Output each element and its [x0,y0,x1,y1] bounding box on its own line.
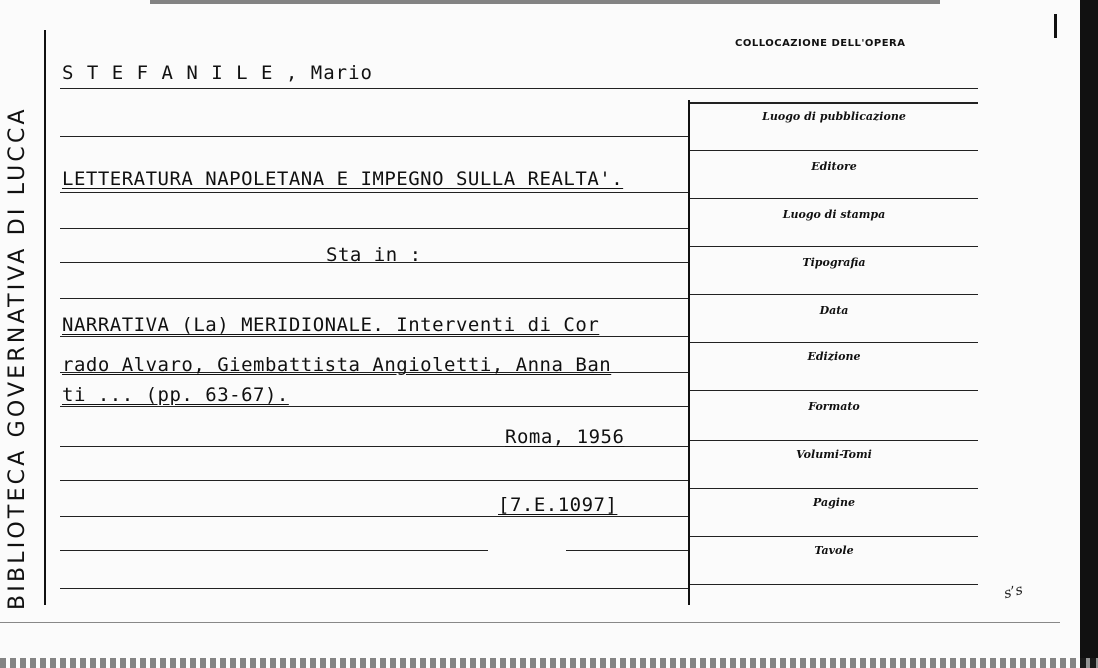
rule-line [60,136,688,137]
card-right-edge [1080,0,1098,668]
rule-line [60,88,978,89]
rule-line [60,480,688,481]
field-label-tipografia: Tipografia [802,256,866,269]
right-mark [1054,14,1057,38]
rule-line [60,516,688,517]
card-top-edge [150,0,940,4]
field-line [690,440,978,441]
collocation-header: COLLOCAZIONE DELL'OPERA [735,38,906,49]
shelfmark: [7.E.1097] [498,494,618,516]
rule-line [566,550,688,551]
field-line [690,102,978,104]
field-line [690,342,978,343]
field-line [690,390,978,391]
field-label-tavole: Tavole [814,544,854,557]
field-label-luogo-pubblicazione: Luogo di pubblicazione [762,110,906,123]
rule-line [60,406,688,407]
field-label-volumi-tomi: Volumi-Tomi [796,448,872,461]
field-label-edizione: Edizione [807,350,861,363]
column-divider [688,100,690,605]
rule-line [60,336,688,337]
field-label-data: Data [819,304,849,317]
field-line [690,584,978,585]
library-name: BIBLIOTECA GOVERNATIVA DI LUCCA [5,106,30,610]
field-line [690,198,978,199]
title-line: LETTERATURA NAPOLETANA E IMPEGNO SULLA REALTA'. [62,168,624,190]
field-label-pagine: Pagine [813,496,855,509]
field-line [690,294,978,295]
field-label-editore: Editore [811,160,857,173]
rule-line [60,192,688,193]
author-line: S T E F A N I L E , Mario [62,62,373,84]
source-line-1: NARRATIVA (La) MERIDIONALE. Interventi di Cor [62,314,600,336]
place-date: Roma, 1956 [505,426,625,448]
field-line [690,246,978,247]
source-line-2: rado Alvaro, Giembattista Angioletti, Anna Ban [62,354,612,376]
rule-line [60,298,688,299]
field-label-formato: Formato [808,400,860,413]
rule-line [60,228,688,229]
bottom-rule [0,622,1060,623]
field-label-luogo-stampa: Luogo di stampa [782,208,886,221]
sta-in-label: Sta in : [326,244,422,266]
source-line-3: ti ... (pp. 63-67). [62,384,289,406]
field-line [690,150,978,151]
left-margin-line [44,30,46,605]
field-line [690,536,978,537]
field-line [690,488,978,489]
handwritten-note: ꜱ’ꜱ [1002,581,1025,603]
rule-line [60,588,688,589]
rule-line [60,550,488,551]
card-bottom-edge [0,658,1098,668]
